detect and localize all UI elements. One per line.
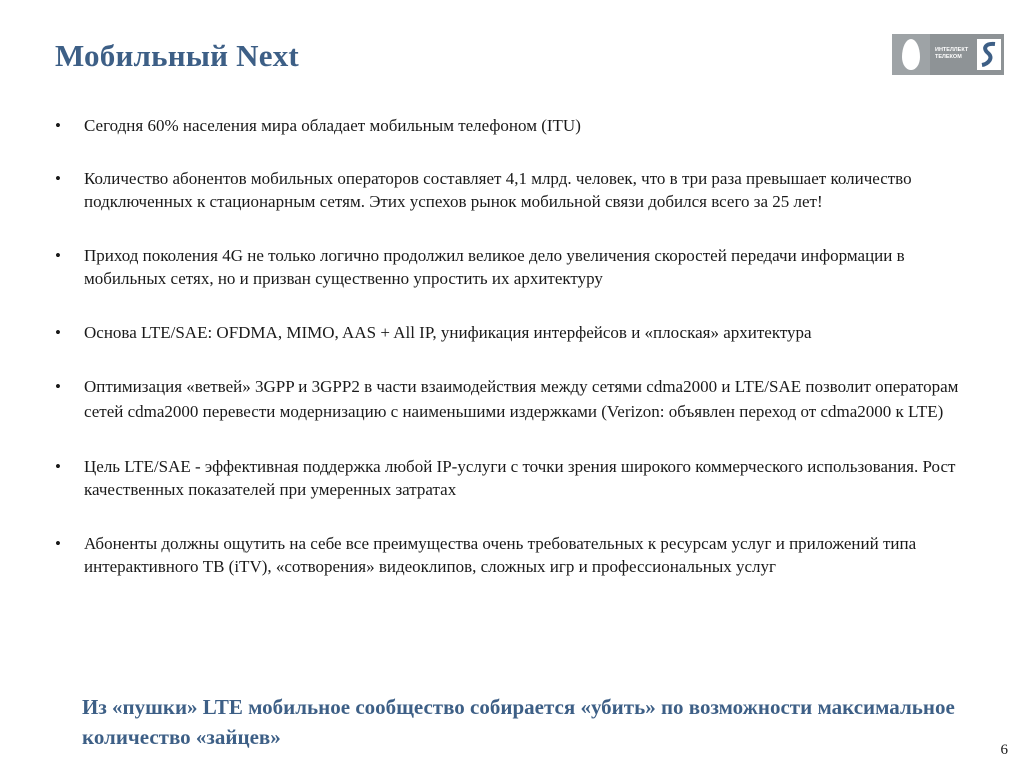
s-logo-icon [974, 34, 1004, 75]
bullet-item: • Основа LTE/SAE: OFDMA, MIMO, AAS + All IP, унификация интерфейсов и «плоская» архитектура [55, 321, 975, 344]
bullet-item: • Количество абонентов мобильных операторов составляет 4,1 млрд. человек, что в три раза превышает количество подключенных к стационарным сетям. Этих успехов рынок мобильной связи добился всего за 25 лет! [55, 167, 975, 213]
logo-line-1: ИНТЕЛЛЕКТ [935, 47, 969, 53]
company-logo [892, 34, 1004, 75]
bullet-item: • Цель LTE/SAE - эффективная поддержка любой IP-услуги с точки зрения широкого коммерческого использования. Рост качественных показателей при умеренных затратах [55, 455, 975, 501]
conclusion-text: Из «пушки» LTE мобильное сообщество собирается «убить» по возможности максимальное количество «зайцев» [82, 695, 955, 749]
page-number: 6 [1000, 742, 1008, 758]
bullet-list [55, 114, 975, 578]
bullet-item: • Абоненты должны ощутить на себе все преимущества очень требовательных к ресурсам услуг и приложений типа интерактивного ТВ (iTV), «сотворения» видеоклипов, сложных игр и профессиональных услуг [55, 532, 975, 578]
bullet-item: • Приход поколения 4G не только логично продолжил великое дело увеличения скоростей передачи информации в мобильных сетях, но и призван существенно упростить их архитектуру [55, 244, 975, 290]
s-logo-icon-graphic [976, 38, 1002, 71]
logo-line-2: ТЕЛЕКОМ [935, 54, 962, 60]
logo-wordmark [933, 34, 971, 75]
egg-logo-icon [892, 34, 930, 75]
slide-title: Мобильный Next [55, 38, 299, 73]
bullet-item: • Сегодня 60% населения мира обладает мобильным телефоном (ITU) [55, 114, 975, 137]
bullet-item: • Оптимизация «ветвей» 3GPP и 3GPP2 в части взаимодействия между сетями cdma2000 и LTE/SAE позволит операторам сетей cdma2000 перевести модернизацию с наименьшими издержками (Verizon: объявлен переход от cdma2000 к LTE) [55, 374, 975, 424]
